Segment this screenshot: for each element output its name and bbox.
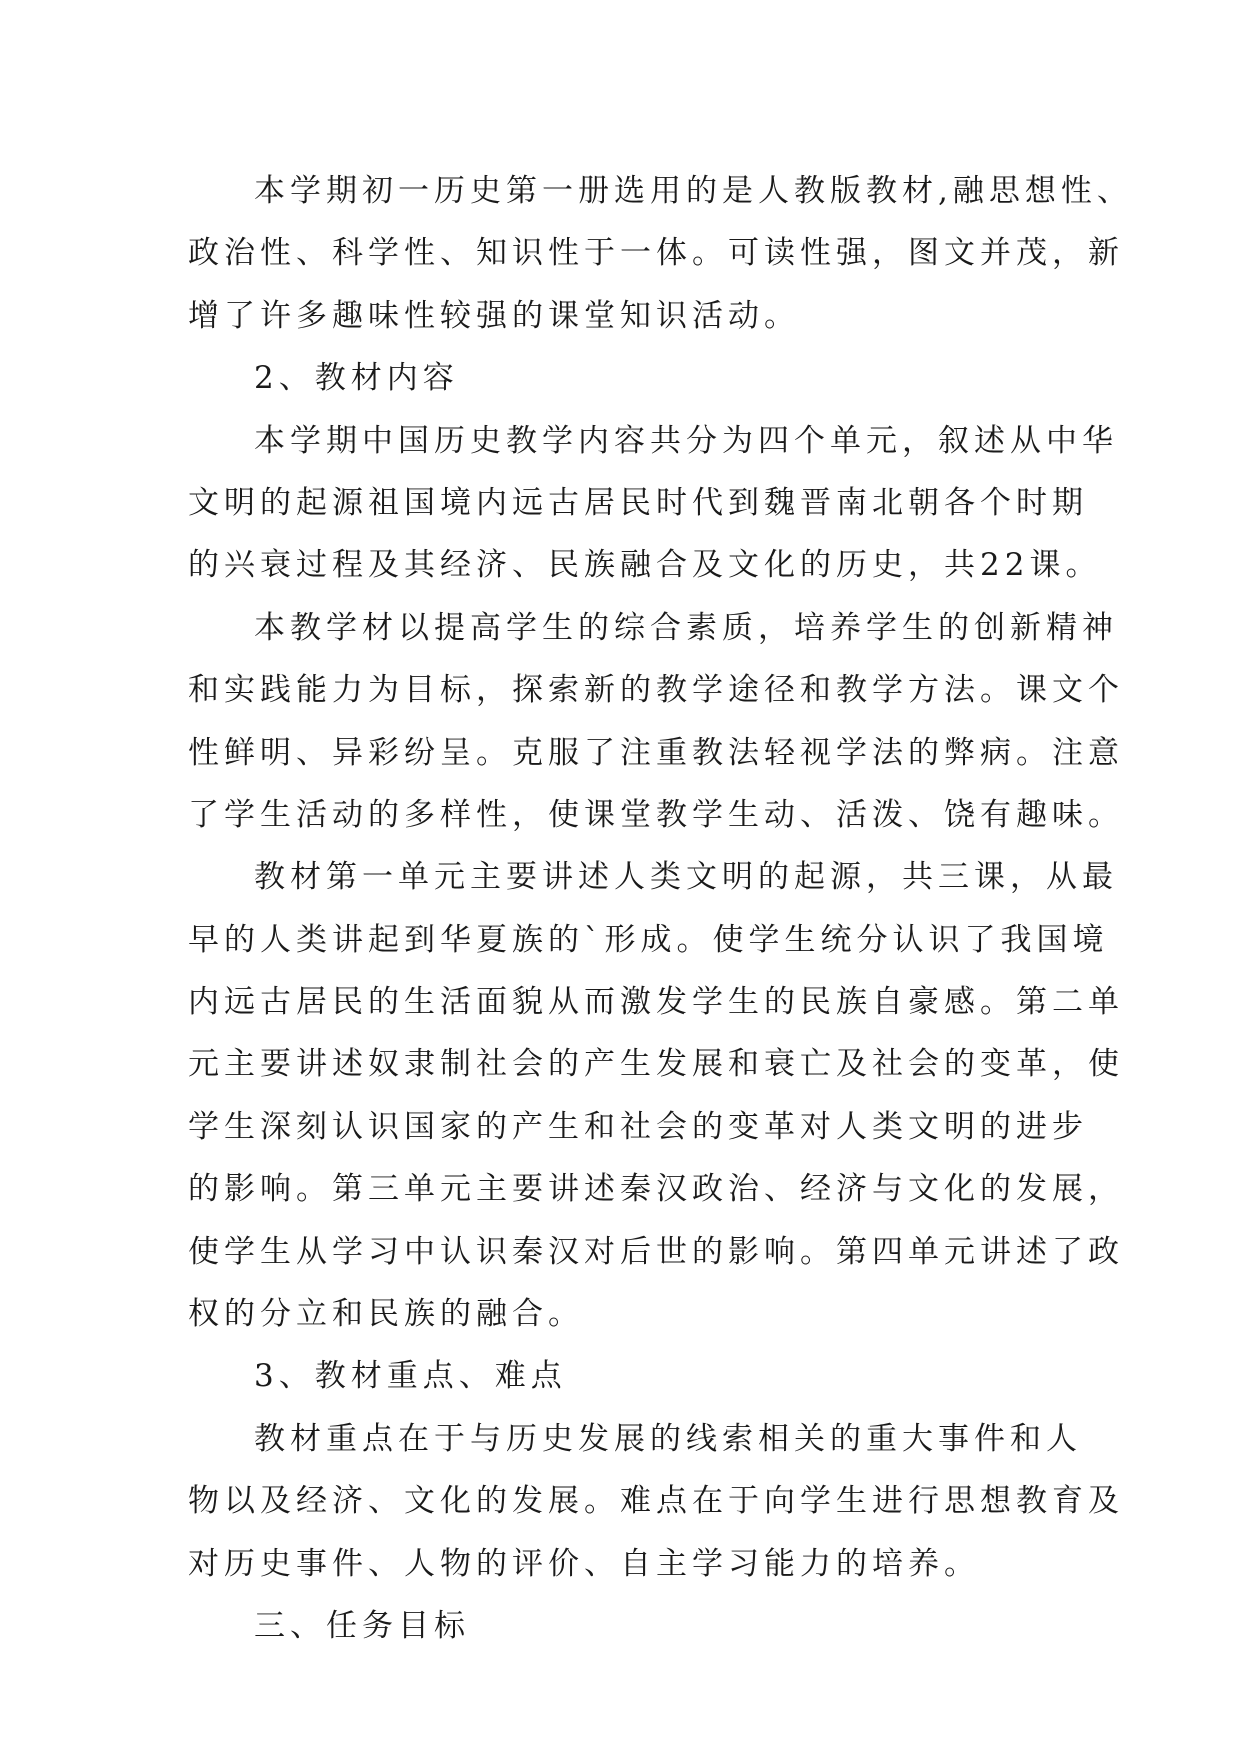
text-line: 早的人类讲起到华夏族的`形成。使学生统分认识了我国境 xyxy=(188,921,1109,958)
text-line: 的影响。第三单元主要讲述秦汉政治、经济与文化的发展， xyxy=(188,1171,1124,1208)
text-line: 学生深刻认识国家的产生和社会的变革对人类文明的进步 xyxy=(188,1108,1088,1145)
text-line: 本教学材以提高学生的综合素质，培养学生的创新精神 xyxy=(254,609,1118,646)
text-line: 的兴衰过程及其经济、民族融合及文化的历史，共22课。 xyxy=(188,547,1102,584)
section-heading: 3、教材重点、难点 xyxy=(254,1358,567,1395)
text-line: 教材重点在于与历史发展的线索相关的重大事件和人 xyxy=(254,1420,1082,1457)
text-line: 增了许多趣味性较强的课堂知识活动。 xyxy=(188,297,800,334)
section-heading: 三、任务目标 xyxy=(254,1607,470,1644)
text-line: 本学期初一历史第一册选用的是人教版教材,融思想性、 xyxy=(254,173,1133,209)
text-line: 使学生从学习中认识秦汉对后世的影响。第四单元讲述了政 xyxy=(188,1233,1124,1270)
text-line: 元主要讲述奴隶制社会的产生发展和衰亡及社会的变革，使 xyxy=(188,1046,1124,1083)
text-line: 权的分立和民族的融合。 xyxy=(188,1296,584,1333)
text-line: 本学期中国历史教学内容共分为四个单元，叙述从中华 xyxy=(254,422,1118,459)
text-line: 物以及经济、文化的发展。难点在于向学生进行思想教育及 xyxy=(188,1483,1124,1520)
section-heading: 2、教材内容 xyxy=(254,360,459,397)
text-line: 政治性、科学性、知识性于一体。可读性强，图文并茂，新 xyxy=(188,235,1124,272)
text-line: 了学生活动的多样性，使课堂教学生动、活泼、饶有趣味。 xyxy=(188,796,1124,833)
text-line: 文明的起源祖国境内远古居民时代到魏晋南北朝各个时期 xyxy=(188,484,1088,521)
text-line: 对历史事件、人物的评价、自主学习能力的培养。 xyxy=(188,1545,980,1582)
text-line: 教材第一单元主要讲述人类文明的起源，共三课，从最 xyxy=(254,859,1118,896)
text-line: 和实践能力为目标，探索新的教学途径和教学方法。课文个 xyxy=(188,672,1124,709)
text-line: 性鲜明、异彩纷呈。克服了注重教法轻视学法的弊病。注意 xyxy=(188,734,1124,771)
document-body xyxy=(188,160,1133,1657)
text-line: 内远古居民的生活面貌从而激发学生的民族自豪感。第二单 xyxy=(188,984,1124,1021)
